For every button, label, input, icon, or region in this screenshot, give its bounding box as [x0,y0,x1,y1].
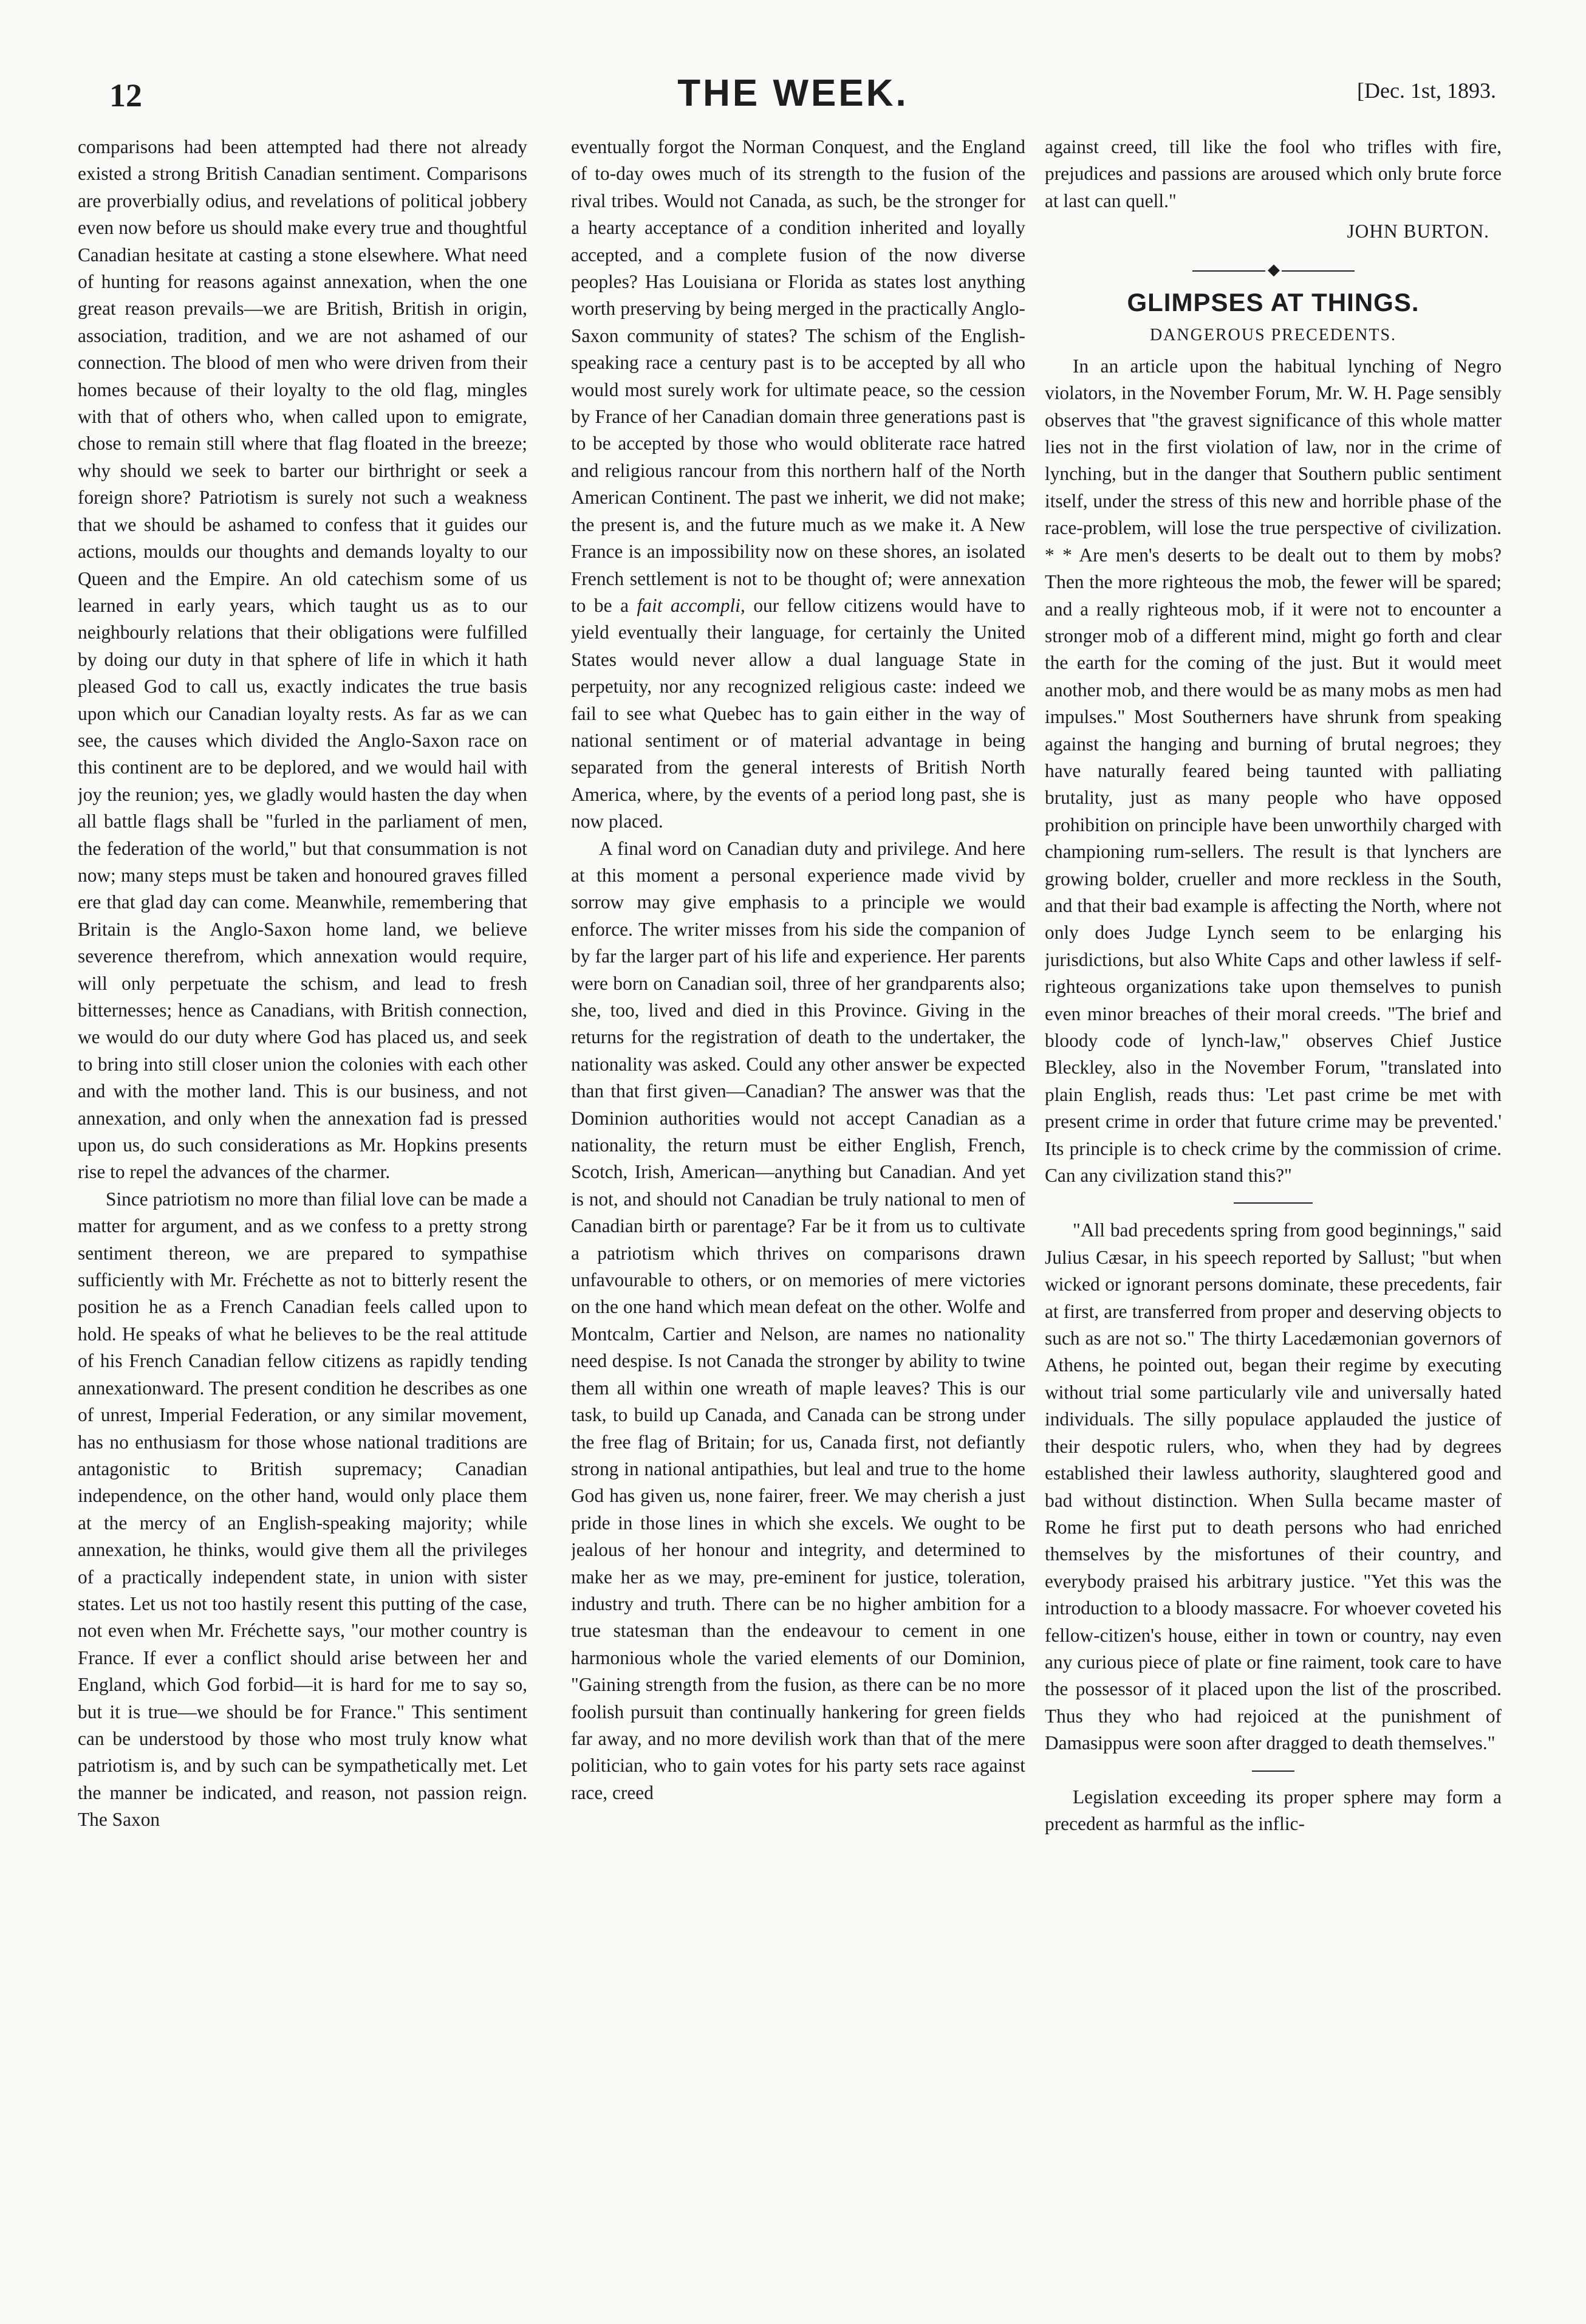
col2-paragraph-2: A final word on Canadian duty and privilege. And here at this moment a personal experience made vivid by sorrow may give emphasis to a principle we would enforce. The writer misses from his side the companion of by far the larger part of his life and experience. Her parents were born on Canadian soil, three of her grandparents also; she, too, lived and died in this Province. Giving in the returns for the registration of death to the undertaker, the nationality was asked. Could any other answer be expected than that first given—Canadian? The answer was that the Dominion authorities would not accept Canadian as a nationality, the return must be either English, French, Scotch, Irish, American—anything but Canadian. And yet is not, and should not Canadian be truly national to men of Canadian birth or parentage? Far be it from us to cultivate a patriotism which thrives on comparisons drawn unfavourable to others, or on memories of mere victories on the one hand which mean defeat on the other. Wolfe and Montcalm, Cartier and Nelson, are names no nationality need despise. Is not Canada the stronger by ability to twine them all within one wreath of maple leaves? This is our task, to build up Canada, and Canada can be strong under the free flag of Britain; for us, Canada first, not defiantly strong in national antipathies, but leal and true to the home God has given us, none fairer, freer. We may cherish a just pride in those lines in which she excels. We ought to be jealous of her honour and integrity, and determined to make her as we may, pre-eminent for justice, toleration, industry and truth. There can be no higher ambition for a true statesman than the endeavour to cement in one harmonious whole the varied elements of our Dominion, "Gaining strength from the fusion, as there can be no more foolish pursuit than continually hankering for green fields far away, and no more devilish work than that of the mere politician, who to gain votes for his party sets race against race, creed [571,837,1025,1803]
section-subheading: DANGEROUS PRECEDENTS. [1149,326,1397,345]
author-signature: JOHN BURTON. [1347,221,1489,242]
col3-paragraph-3: "All bad precedents spring from good beginnings," said Julius Cæsar, in his speech reported by Sallust; "but when wicked or ignorant persons dominate, these precedents, fair at first, are transferred from proper and deserving objects to such as are not so." The thirty Lacedæmonian governors of Athens, he pointed out, began their regime by executing without trial some particularly vile and universally hated individuals. The silly populace applauded the justice of their despotic rulers, who, when they had by degrees established their lawless authority, slaughtered good and bad without distinction. When Sulla became master of Rome he first put to death persons who had enriched themselves by the misfortunes of their country, and everybody praised his arbitrary justice. "Yet this was the introduction to a bloody massacre. For whoever coveted his fellow-citizen's house, either in town or country, nay even any curious piece of plate or fine raiment, took care to have the possessor of it placed upon the list of the proscribed. Thus they who had rejoiced at the punishment of Damasippus were soon after dragged to death themselves." [1045,1219,1502,1754]
column-1 [78,134,527,2309]
ornament-divider: ◆ [1045,256,1502,283]
divider-rule [1234,1202,1313,1204]
col2-paragraph-1 [571,134,1025,835]
publication-title: THE WEEK. [677,72,909,114]
column-3 [1045,134,1502,2309]
page-number: 12 [109,77,142,114]
col3-paragraph-1: against creed, till like the fool who trifles with fire, prejudices and passions are aroused which only brute force at last can quell." [1045,136,1502,211]
divider-rule-short [1252,1770,1294,1772]
col1-paragraph-2: Since patriotism no more than filial love can be made a matter for argument, and as we confess to a pretty strong sentiment thereon, we are prepared to sympathise sufficiently with Mr. Fréchette as not to bitterly resent the position he as a French Canadian feels called upon to hold. He speaks of what he believes to be the real attitude of his French Canadian fellow citizens as rapidly tending annexationward. The present condition he describes as one of unrest, Imperial Federation, or any similar movement, has no enthusiasm for those whose national traditions are antagonistic to British supremacy; Canadian independence, on the other hand, would only place them at the mercy of an English-speaking majority; while annexation, he thinks, would give them all the privileges of a practically independent state, in union with sister states. Let us not too hastily resent this putting of the case, not even when Mr. Fréchette says, "our mother country is France. If ever a conflict should arise between her and England, which God forbid—it is hard for me to say so, but it is true—we should be for France." This sentiment can be understood by those who most truly know what patriotism is, and by such can be sympathetically met. Let the manner be indicated, and reason, not passion reign. The Saxon [78,1188,527,1831]
col2-p1-text: eventually forgot the Norman Conquest, and the England of to-day owes much of its strength to the fusion of the rival tribes. Would not Canada, as such, be the stronger for a hearty acceptance of a condition inherited and loyally accepted, and a complete fusion of the now diverse peoples? Has Louisiana or Florida as states lost anything worth preserving by being merged in the practically Anglo-Saxon community of states? The schism of the English-speaking race a century past is to be accepted by all who would most surely work for ultimate peace, so the cession by France of her Canadian domain three generations past is to be accepted by those who would obliterate race hatred and religious rancour from this northern half of the North American Continent. The past we inherit, we did not make; the present is, and the future much as we make it. A New France is an impossibility now on these shores, an isolated French settlement is not to be thought of; were annexation to be a [571,136,1025,616]
col1-paragraph-1: comparisons had been attempted had there not already existed a strong British Canadian sentiment. Comparisons are proverbially odius, and revelations of political jobbery even now before us should make every true and thoughtful Canadian hesitate at casting a stone elsewhere. What need of hunting for reasons against annexation, when the one great reason prevails—we are British, British in origin, association, tradition, and we are not ashamed of our connection. The blood of men who were driven from their homes because of their loyalty to the old flag, mingles with that of others who, when called upon to emigrate, chose to remain still where that flag floated in the breeze; why should we seek to barter our birthright or seek a foreign shore? Patriotism is surely not such a weakness that we should be ashamed to confess that it guides our actions, moulds our thoughts and demands loyalty to our Queen and the Empire. An old catechism some of us learned in early years, which taught us as to our neighbourly relations that their obligations were fulfilled by doing our duty in that sphere of life in which it hath pleased God to call us, exactly indicates the true basis upon which our Canadian loyalty rests. As far as we can see, the causes which divided the Anglo-Saxon race on this continent are to be deplored, and we would hail with joy the reunion; yes, we gladly would hasten the day when all battle flags shall be "furled in the parliament of men, the federation of the world," but that consummation is not now; many steps must be taken and honoured graves filled ere that glad day can come. Meanwhile, remembering that Britain is the Anglo-Saxon home land, we believe severence therefrom, which annexation would require, will only perpetuate the schism, and lead to fresh bitternesses; hence as Canadians, with British connection, we would do our duty where God has placed us, and seek to bring into still closer union the colonies with each other and with the mother land. This is our business, and not annexation, and only when the annexation fad is pressed upon us, do such considerations as Mr. Hopkins presents rise to repel the advances of the charmer. [78,136,527,1183]
page-header [0,72,1586,120]
section-title: GLIMPSES AT THINGS. [1127,288,1420,317]
col3-paragraph-2: In an article upon the habitual lynching of Negro violators, in the November Forum, Mr. W. H. Page sensibly observes that "the gravest significance of this whole matter lies not in the first violation of law, nor in the crime of lynching, but in the danger that Southern public sentiment itself, under the stress of this new and horrible phase of the race-problem, will lose the true perspective of civilization. * * Are men's deserts to be dealt out to them by mobs? Then the more righteous the mob, the fewer will be spared; and a really righteous mob, if it were not to encounter a stronger mob of a different mind, might go forth and clear the earth for the coming of the just. But it would meet another mob, and there would be as many mobs as men had impulses." Most Southerners have shrunk from speaking against the hanging and burning of brutal negroes; they have naturally feared being taunted with palliating brutality, just as many people who have opposed prohibition on principle have been unworthily charged with championing rum-sellers. The result is that lynchers are growing bolder, crueller and more reckless in the South, and that their bad example is affecting the North, where not only does Judge Lynch seem to be enlarging his jurisdictions, but also White Caps and other lawless if self-righteous organizations take upon themselves to punish even minor breaches of their moral creeds. "The brief and bloody code of lynch-law," observes Chief Justice Bleckley, also in the November Forum, "translated into plain English, reads thus: 'Let past crime be met with present crime in order that future crime may be prevented.' Its principle is to check crime by the commission of crime. Can any civilization stand this?" [1045,355,1502,1187]
column-2 [571,134,1025,2309]
col2-p1-italic: fait accompli, [637,594,745,616]
col3-paragraph-4: Legislation exceeding its proper sphere may form a precedent as harmful as the inflic- [1045,1786,1502,1834]
issue-date: [Dec. 1st, 1893. [1357,78,1496,103]
col2-p1-end: our fellow citizens would have to yield eventually their language, for certainly the United States would never allow a dual language State in perpetuity, nor any recognized religious caste: indeed we fail to see what Quebec has to gain either in the way of national sentiment or of material advantage in being separated from the general interests of British North America, where, by the events of a period long past, she is now placed. [571,594,1025,832]
